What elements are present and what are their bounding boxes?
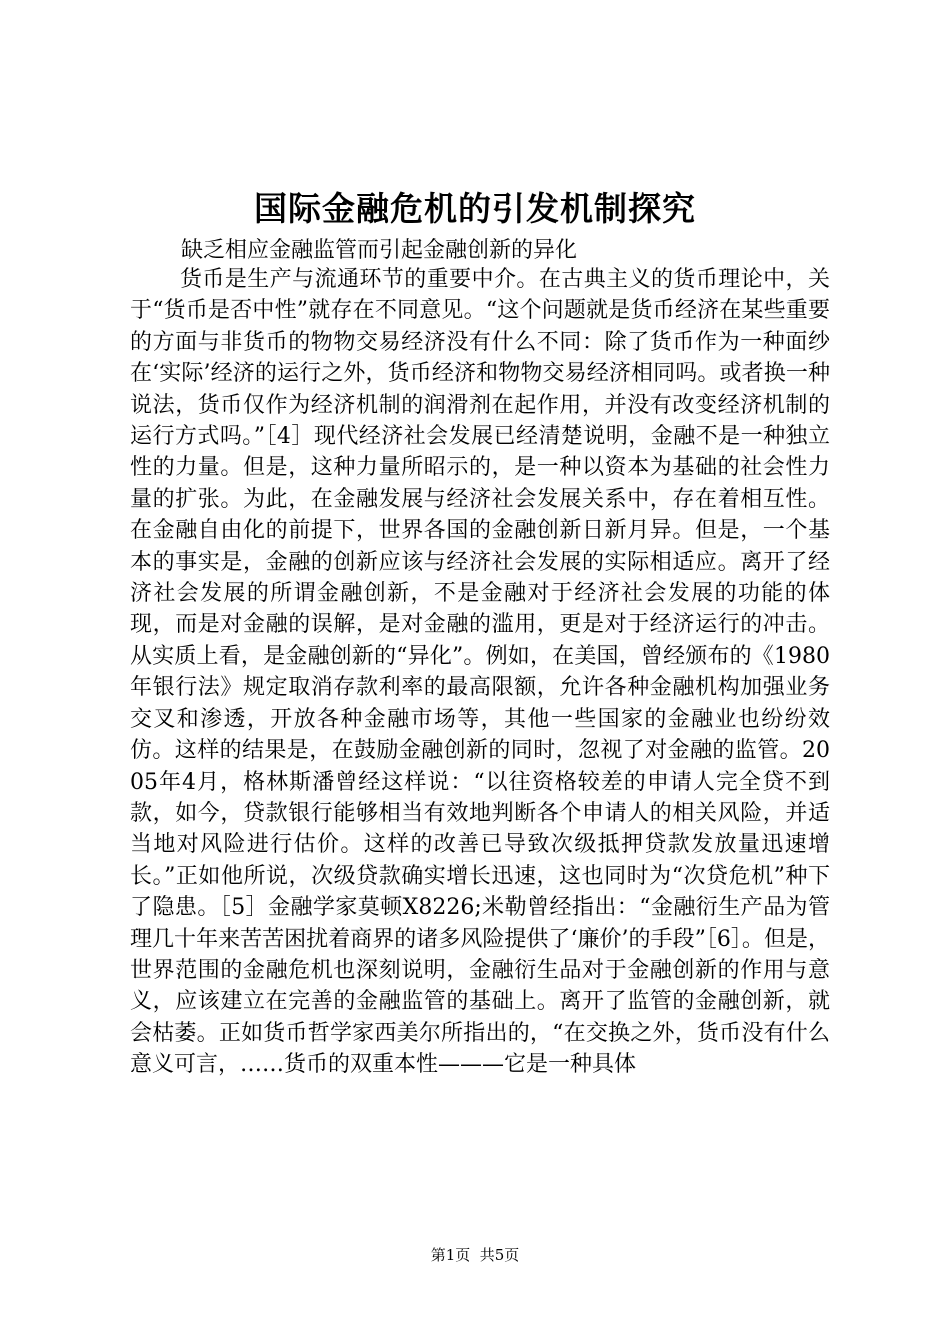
document-title: 国际金融危机的引发机制探究 — [254, 189, 696, 228]
body-paragraph: 货币是生产与流通环节的重要中介。在古典主义的货币理论中，关于“货币是否中性”就存在不同意见。“这个问题就是货币经济在某些重要的方面与非货币的物物交易经济没有什么不同：除了货币作为一种面纱在‘实际’经济的运行之外，货币经济和物物交易经济相同吗。或者换一种说法，货币仅作为经济机制的润滑剂在起作用，并没有改变经济机制的运行方式吗。”［4］现代经济社会发展已经清楚说明，金融不是一种独立性的力量。但是，这种力量所昭示的，是一种以资本为基础的社会性力量的扩张。为此，在金融发展与经济社会发展关系中，存在着相互性。在金融自由化的前提下，世界各国的金融创新日新月异。但是，一个基本的事实是，金融的创新应该与经济社会发展的实际相适应。离开了经济社会发展的所谓金融创新，不是金融对于经济社会发展的功能的体现，而是对金融的误解，是对金融的滥用，更是对于经济运行的冲击。从实质上看，是金融创新的“异化”。例如，在美国，曾经颁布的《1980年银行法》规定取消存款利率的最高限额，允许各种金融机构加强业务交叉和渗透，开放各种金融市场等，其他一些国家的金融业也纷纷效仿。这样的结果是，在鼓励金融创新的同时，忽视了对金融的监管。2005年4月，格林斯潘曾经这样说：“以往资格较差的申请人完全贷不到款，如今，贷款银行能够相当有效地判断各个申请人的相关风险，并适当地对风险进行估价。这样的改善已导致次级抵押贷款发放量迅速增长。”正如他所说，次级贷款确实增长迅速，这也同时为“次贷危机”种下了隐患。［5］金融学家莫顿X8226;米勒曾经指出：“金融衍生产品为管理几十年来苦苦困扰着商界的诸多风险提供了‘廉价’的手段”［6］。但是，世界范围的金融危机也深刻说明，金融衍生品对于金融创新的作用与意义，应该建立在完善的金融监管的基础上。离开了监管的金融创新，就会枯萎。正如货币哲学家西美尔所指出的，“在交换之外，货币没有什么意义可言，……货币的双重本性———它是一种具体 — [130, 267, 830, 1078]
page-footer: 第1页 共5页 — [430, 1246, 520, 1264]
section-subtitle: 缺乏相应金融监管而引起金融创新的异化 — [181, 238, 578, 263]
